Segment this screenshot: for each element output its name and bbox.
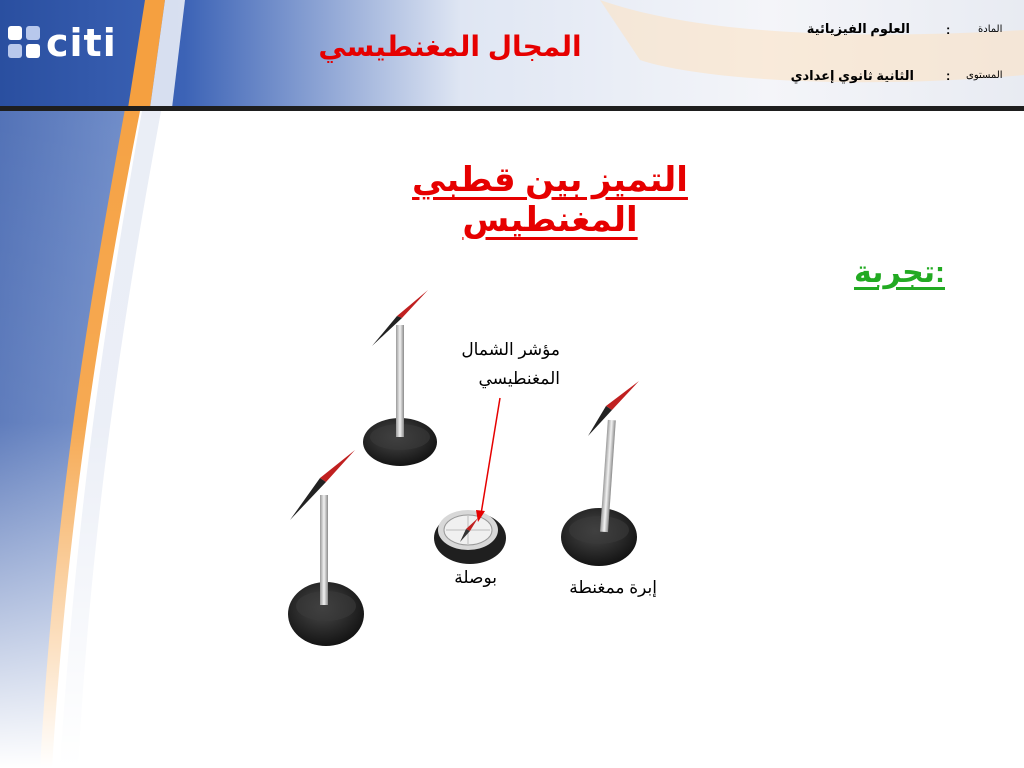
level-value: الثانية ثانوي إعدادي — [790, 68, 914, 83]
slide-heading: التميز بين قطبي المغنطيس — [412, 161, 688, 239]
needle-label: إبرة ممغنطة — [569, 578, 657, 597]
magnetized-needle-stand-2 — [561, 381, 639, 566]
pointer-arrow — [476, 398, 500, 522]
pointer-label-line1: مؤشر الشمال — [461, 340, 560, 359]
citi-logo-text: citi — [46, 21, 117, 65]
subject-separator: : — [946, 22, 951, 37]
subject-value: العلوم الفيزيائية — [806, 21, 910, 36]
magnetized-needle-stand-3 — [288, 450, 364, 646]
page-title: المجال المغنطيسي — [318, 31, 582, 62]
compass-icon — [434, 510, 506, 564]
pointer-label-line2: المغنطيسي — [478, 369, 560, 388]
level-label: المستوى — [966, 70, 1003, 81]
slide-subheading: تجربة: — [853, 256, 945, 289]
subject-label: المادة — [978, 24, 1003, 35]
compass-label: بوصلة — [454, 568, 497, 587]
level-separator: : — [946, 68, 951, 83]
